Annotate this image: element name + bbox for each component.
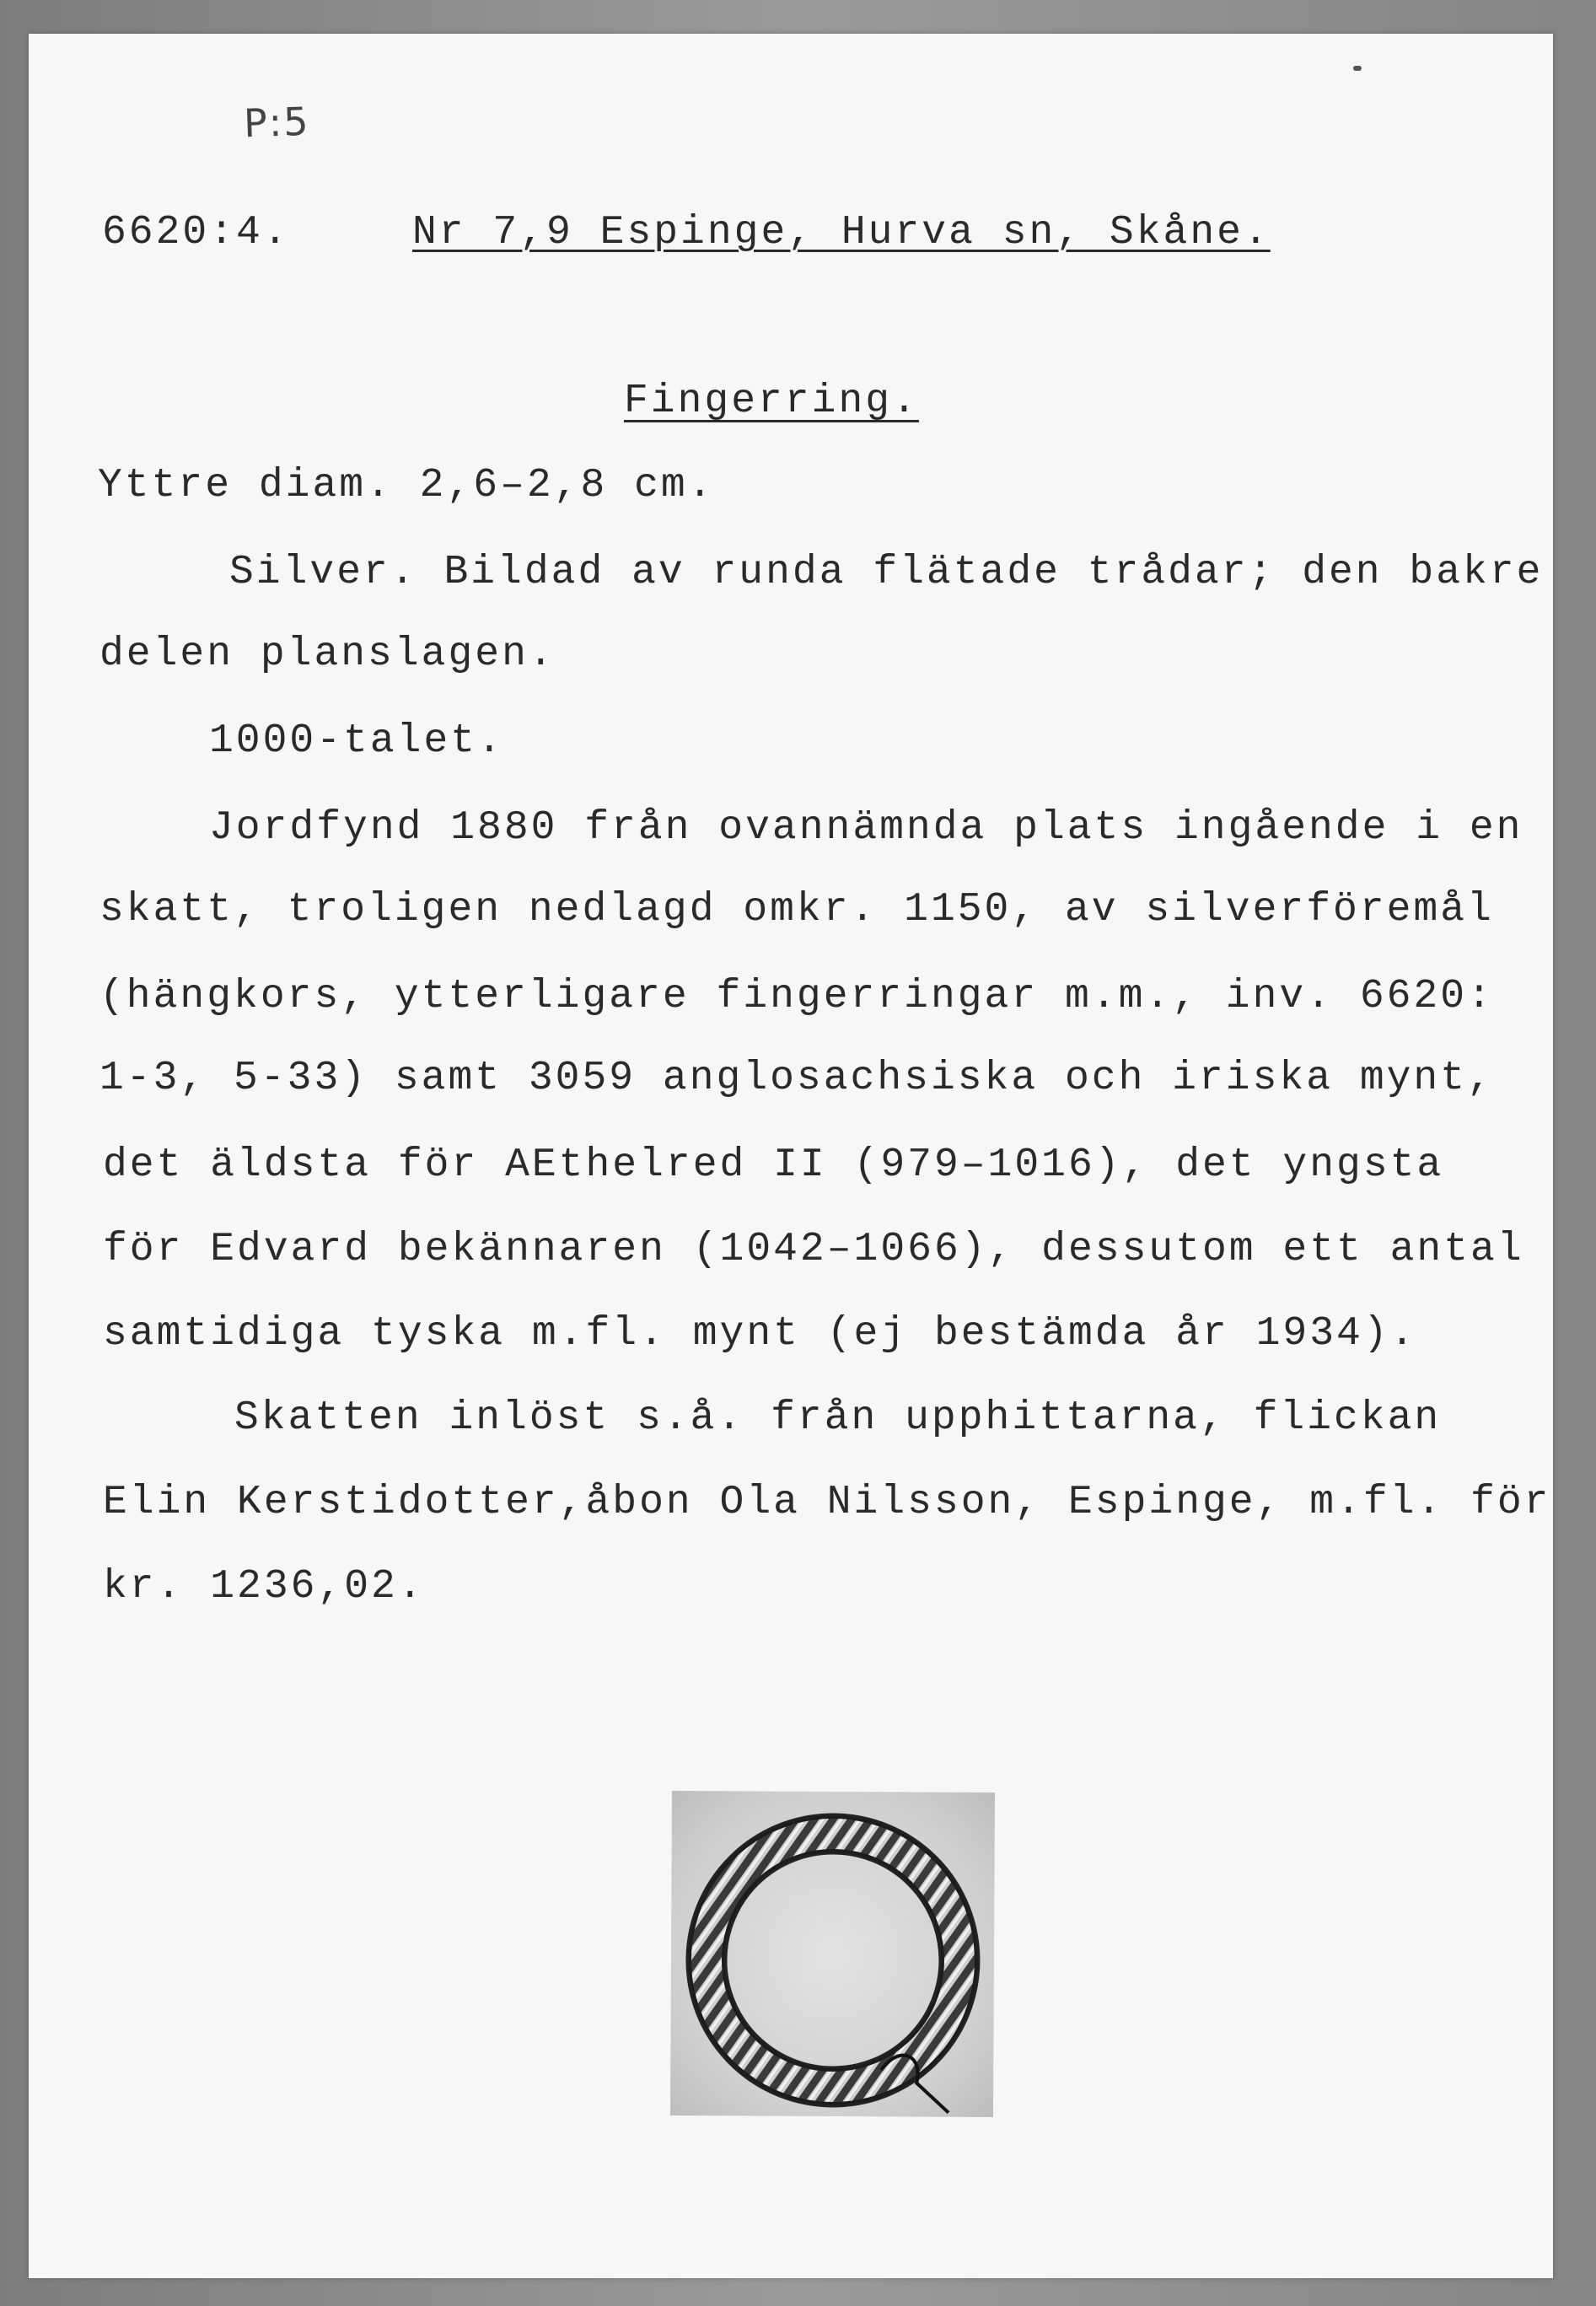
find-place: Nr 7,9 Espinge, Hurva sn, Skåne. <box>412 210 1271 255</box>
braided-silver-ring-photo <box>670 1791 995 2117</box>
inventory-number: 6620:4. <box>102 210 290 255</box>
body-line: delen planslagen. <box>99 632 556 677</box>
body-line: Elin Kerstidotter,åbon Ola Nilsson, Espinge, m.fl. för <box>103 1480 1551 1525</box>
ring-photograph <box>670 1791 995 2117</box>
body-line: kr. 1236,02. <box>103 1564 425 1610</box>
body-line: 1000-talet. <box>209 718 504 764</box>
body-line: (hängkors, ytterligare fingerringar m.m., inv. 6620: <box>99 974 1494 1019</box>
body-line: för Edvard bekännaren (1042–1066), dessutom ett antal <box>103 1227 1524 1272</box>
body-line: Jordfynd 1880 från ovannämnda plats ingående i en <box>209 805 1523 851</box>
body-line: 1-3, 5-33) samt 3059 anglosachsiska och iriska mynt, <box>99 1056 1494 1101</box>
body-line: Skatten inlöst s.å. från upphittarna, flickan <box>234 1395 1442 1441</box>
catalog-card <box>29 34 1553 2278</box>
body-line: Silver. Bildad av runda flätade trådar; den bakre <box>229 550 1544 595</box>
body-line: Yttre diam. 2,6–2,8 cm. <box>98 463 715 508</box>
body-line: skatt, troligen nedlagd omkr. 1150, av silverföremål <box>99 887 1494 933</box>
scan-speck <box>1353 66 1362 71</box>
object-name: Fingerring. <box>624 379 919 424</box>
handwritten-reference: P:5 <box>243 98 311 147</box>
body-line: samtidiga tyska m.fl. mynt (ej bestämda år 1934). <box>103 1311 1417 1357</box>
body-line: det äldsta för AEthelred II (979–1016), det yngsta <box>103 1142 1444 1188</box>
